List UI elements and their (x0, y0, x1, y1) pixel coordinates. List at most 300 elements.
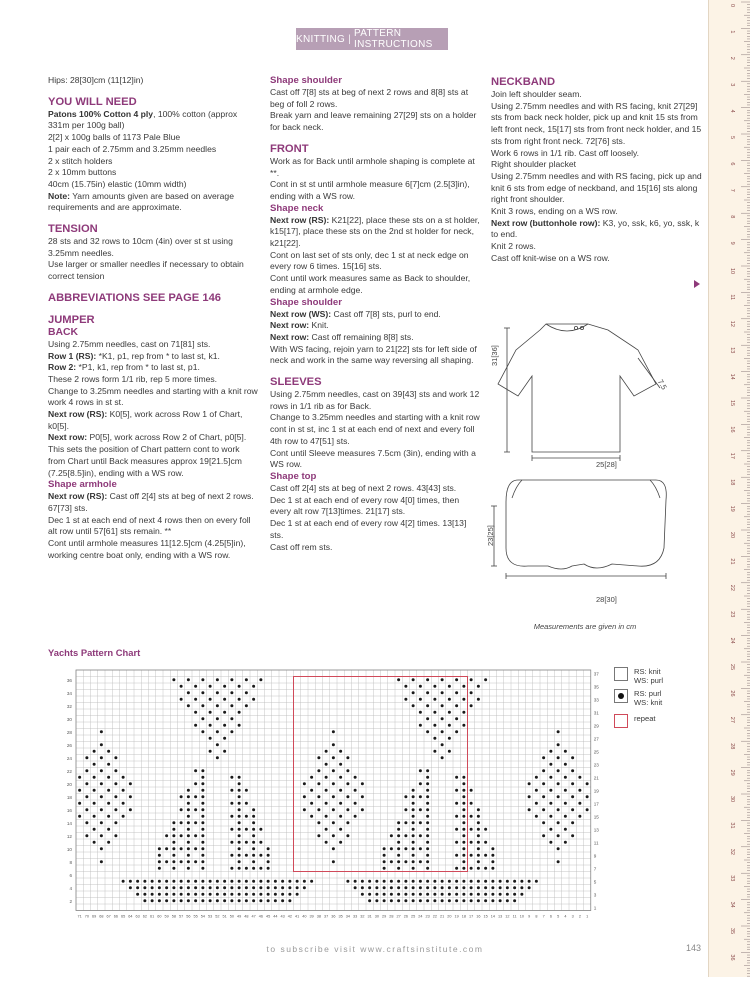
purl-stitch (114, 795, 117, 798)
legend-purl-swatch (614, 689, 628, 703)
column-number: 66 (113, 914, 118, 919)
purl-stitch (549, 815, 552, 818)
purl-stitch (238, 886, 241, 889)
top-height-label: 31[36] (490, 345, 499, 366)
ruler-label: 9 (729, 241, 735, 245)
purl-stitch (230, 841, 233, 844)
purl-stitch (412, 789, 415, 792)
column-number: 25 (411, 914, 416, 919)
purl-stitch (252, 867, 255, 870)
column-number: 33 (353, 914, 358, 919)
purl-stitch (252, 854, 255, 857)
purl-stitch (158, 854, 161, 857)
purl-stitch (549, 828, 552, 831)
purl-stitch (542, 782, 545, 785)
column-number: 28 (389, 914, 394, 919)
purl-stitch (216, 743, 219, 746)
chart-grid (76, 670, 591, 911)
purl-stitch (404, 834, 407, 837)
purl-stitch (187, 704, 190, 707)
column-2 (270, 75, 480, 553)
purl-stitch (252, 847, 255, 850)
purl-stitch (332, 860, 335, 863)
purl-stitch (578, 789, 581, 792)
purl-stitch (172, 841, 175, 844)
purl-stitch (296, 880, 299, 883)
row-number: 19 (593, 788, 599, 794)
column-number: 51 (222, 914, 227, 919)
purl-stitch (412, 841, 415, 844)
column-number: 39 (309, 914, 314, 919)
column-number: 37 (324, 914, 329, 919)
purl-stitch (528, 880, 531, 883)
purl-stitch (383, 854, 386, 857)
purl-stitch (158, 886, 161, 889)
column-number: 7 (542, 914, 545, 919)
column-number: 12 (505, 914, 510, 919)
purl-stitch (426, 841, 429, 844)
sleeve-label: 7.5 (655, 377, 669, 392)
column-number: 6 (549, 914, 552, 919)
purl-stitch (107, 841, 110, 844)
purl-stitch (506, 886, 509, 889)
ruler-label: 12 (729, 320, 735, 327)
purl-stitch (339, 750, 342, 753)
row-number: 10 (66, 847, 72, 852)
column-number: 58 (171, 914, 176, 919)
column-number: 40 (302, 914, 307, 919)
purl-stitch (223, 737, 226, 740)
purl-stitch (477, 886, 480, 889)
purl-stitch (238, 782, 241, 785)
ruler-label: 23 (729, 611, 735, 618)
purl-stitch (339, 763, 342, 766)
purl-stitch (100, 730, 103, 733)
purl-stitch (462, 899, 465, 902)
purl-stitch (238, 841, 241, 844)
buttonhole-row: Next row (buttonhole row): K3, yo, ssk, k6, yo, ssk, k to end. (491, 217, 700, 240)
purl-stitch (230, 730, 233, 733)
purl-stitch (216, 678, 219, 681)
purl-stitch (122, 802, 125, 805)
purl-stitch (462, 886, 465, 889)
column-number: 26 (403, 914, 408, 919)
purl-stitch (252, 685, 255, 688)
purl-stitch (151, 899, 154, 902)
garment-schematic (488, 310, 698, 630)
purl-stitch (310, 815, 313, 818)
purl-stitch (462, 808, 465, 811)
purl-stitch (462, 828, 465, 831)
purl-stitch (230, 854, 233, 857)
purl-stitch (332, 756, 335, 759)
purl-stitch (470, 893, 473, 896)
column-number: 57 (179, 914, 184, 919)
purl-stitch (383, 847, 386, 850)
purl-stitch (238, 854, 241, 857)
column-number: 59 (164, 914, 169, 919)
neckband-line: Using 2.75mm needles and with RS facing, knit 27[29] sts from back neck holder, pick up and knit 15 sts from left front neck, 15[17] sts from front neck holder, and 15 sts from right front neck. 72[76] sts. (491, 100, 702, 146)
purl-stitch (274, 880, 277, 883)
neckband-heading: NECKBAND (491, 76, 556, 88)
purl-stitch (528, 782, 531, 785)
purl-stitch (223, 893, 226, 896)
purl-stitch (419, 821, 422, 824)
purl-stitch (194, 782, 197, 785)
purl-stitch (448, 750, 451, 753)
purl-stitch (129, 795, 132, 798)
purl-stitch (230, 893, 233, 896)
column-number: 14 (490, 914, 495, 919)
purl-stitch (520, 886, 523, 889)
shoulder2-with-ws: With WS facing, rejoin yarn to 21[22] sts for left side of neck and work in the same way reversing all shaping. (270, 343, 477, 366)
purl-stitch (93, 828, 96, 831)
purl-stitch (448, 880, 451, 883)
purl-stitch (412, 899, 415, 902)
legend-purl (614, 689, 662, 707)
legend-repeat-label: repeat (634, 714, 656, 723)
neckband-line: Right shoulder placket (491, 159, 577, 170)
row-number: 6 (69, 873, 72, 878)
purl-stitch (542, 821, 545, 824)
purl-stitch (571, 782, 574, 785)
purl-stitch (187, 860, 190, 863)
section-label: KNITTING (296, 33, 346, 45)
ruler-label: 11 (729, 294, 735, 301)
purl-stitch (187, 899, 190, 902)
purl-stitch (238, 685, 241, 688)
column-number: 5 (557, 914, 560, 919)
purl-stitch (201, 802, 204, 805)
rib-text: These 2 rows form 1/1 rib, rep 5 more times. (48, 373, 218, 384)
purl-stitch (114, 834, 117, 837)
column-number: 46 (258, 914, 263, 919)
purl-stitch (470, 854, 473, 857)
purl-stitch (484, 867, 487, 870)
row-number: 24 (66, 756, 72, 761)
purl-stitch (462, 815, 465, 818)
purl-stitch (201, 815, 204, 818)
column-1 (48, 75, 258, 562)
purl-stitch (93, 841, 96, 844)
column-number: 54 (200, 914, 205, 919)
purl-stitch (332, 782, 335, 785)
purl-stitch (288, 893, 291, 896)
purl-stitch (296, 886, 299, 889)
purl-stitch (201, 854, 204, 857)
purl-stitch (339, 776, 342, 779)
purl-stitch (114, 808, 117, 811)
purl-stitch (325, 789, 328, 792)
column-number: 50 (229, 914, 234, 919)
column-number: 23 (425, 914, 430, 919)
purl-stitch (107, 776, 110, 779)
purl-stitch (325, 750, 328, 753)
bottom-width-label: 28[30] (596, 595, 617, 604)
purl-stitch (194, 880, 197, 883)
purl-stitch (564, 815, 567, 818)
purl-stitch (230, 886, 233, 889)
purl-stitch (303, 795, 306, 798)
purl-stitch (201, 789, 204, 792)
purl-stitch (136, 880, 139, 883)
purl-stitch (180, 860, 183, 863)
purl-stitch (303, 808, 306, 811)
purl-stitch (477, 808, 480, 811)
purl-stitch (187, 847, 190, 850)
purl-stitch (455, 854, 458, 857)
ruler-label: 2 (729, 56, 735, 60)
column-number: 35 (338, 914, 343, 919)
measuring-ruler (708, 0, 750, 977)
purl-stitch (201, 782, 204, 785)
column-number: 18 (461, 914, 466, 919)
purl-stitch (491, 860, 494, 863)
shoulder-line: Break yarn and leave remaining 27[29] sts on a holder for back neck. (270, 110, 477, 133)
purl-stitch (455, 802, 458, 805)
purl-stitch (201, 834, 204, 837)
column-number: 62 (142, 914, 147, 919)
row-number: 5 (593, 879, 597, 885)
ruler-label: 20 (729, 532, 735, 539)
subsection-label: PATTERN INSTRUCTIONS (353, 28, 433, 50)
column-number: 42 (287, 914, 292, 919)
purl-stitch (187, 880, 190, 883)
purl-stitch (462, 698, 465, 701)
purl-stitch (557, 730, 560, 733)
purl-stitch (361, 893, 364, 896)
purl-stitch (346, 821, 349, 824)
purl-stitch (586, 782, 589, 785)
purl-stitch (426, 808, 429, 811)
purl-stitch (245, 678, 248, 681)
purl-stitch (165, 899, 168, 902)
purl-stitch (230, 802, 233, 805)
column-number: 11 (512, 914, 517, 919)
purl-stitch (238, 808, 241, 811)
purl-stitch (462, 893, 465, 896)
neckband-line: Knit 3 rows, ending on a WS row. (491, 206, 618, 217)
purl-stitch (557, 795, 560, 798)
purl-stitch (172, 821, 175, 824)
purl-stitch (426, 782, 429, 785)
purl-stitch (491, 847, 494, 850)
purl-stitch (194, 860, 197, 863)
purl-stitch (187, 821, 190, 824)
purl-stitch (180, 847, 183, 850)
purl-stitch (194, 808, 197, 811)
purl-stitch (114, 782, 117, 785)
legend-knit-swatch (614, 667, 628, 681)
purl-stitch (165, 847, 168, 850)
purl-stitch (375, 886, 378, 889)
purl-stitch (513, 899, 516, 902)
legend-knit (614, 667, 663, 685)
purl-stitch (491, 899, 494, 902)
column-number: 69 (92, 914, 97, 919)
purl-stitch (151, 893, 154, 896)
abbreviations-heading: ABBREVIATIONS SEE PAGE 146 (48, 291, 222, 304)
shape-armhole-heading: Shape armhole (48, 479, 117, 491)
purl-stitch (433, 737, 436, 740)
purl-stitch (201, 828, 204, 831)
row-number: 35 (593, 684, 599, 690)
yarn-note: Note: Yarn amounts given are based on average requirements and are approximate. (48, 190, 234, 213)
row-number: 2 (69, 899, 72, 904)
purl-stitch (354, 789, 357, 792)
ruler-label: 0 (729, 4, 735, 8)
purl-stitch (426, 847, 429, 850)
purl-stitch (491, 886, 494, 889)
purl-stitch (332, 743, 335, 746)
column-number: 47 (251, 914, 256, 919)
column-number: 67 (106, 914, 111, 919)
purl-stitch (433, 685, 436, 688)
column-number: 15 (483, 914, 488, 919)
ruler-label: 15 (729, 400, 735, 407)
purl-stitch (368, 899, 371, 902)
purl-stitch (223, 750, 226, 753)
purl-stitch (528, 886, 531, 889)
purl-stitch (470, 678, 473, 681)
purl-stitch (477, 899, 480, 902)
purl-stitch (404, 685, 407, 688)
row-2: Row 2: *P1, k1, rep from * to last st, p1. (48, 362, 200, 373)
purl-stitch (78, 802, 81, 805)
neckband-line: Join left shoulder seam. (491, 89, 582, 99)
row-number: 22 (66, 769, 72, 774)
row-number: 23 (593, 762, 599, 768)
chart-title: Yachts Pattern Chart (48, 647, 141, 658)
purl-stitch (310, 802, 313, 805)
purl-stitch (252, 893, 255, 896)
purl-stitch (187, 886, 190, 889)
purl-stitch (281, 880, 284, 883)
purl-stitch (470, 841, 473, 844)
purl-stitch (194, 795, 197, 798)
purl-stitch (209, 685, 212, 688)
purl-stitch (462, 776, 465, 779)
purl-stitch (158, 847, 161, 850)
purl-stitch (252, 815, 255, 818)
chart-position-text: This sets the position of Chart pattern cont to work from Chart until Back measures approx 19[21.5]cm (7.25[8.5]in), ending with a WS row. (48, 444, 242, 478)
neckband-line: Using 2.75mm needles and with RS facing, pick up and knit 6 sts from edge of neckband, and 15[16] sts along right front shoulder. (491, 170, 702, 205)
purl-stitch (404, 886, 407, 889)
purl-stitch (564, 802, 567, 805)
purl-stitch (354, 886, 357, 889)
purl-stitch (397, 841, 400, 844)
purl-stitch (586, 795, 589, 798)
shoulder2-next-1: Next row: Knit. (270, 320, 329, 331)
purl-stitch (397, 886, 400, 889)
purl-stitch (462, 782, 465, 785)
purl-stitch (354, 815, 357, 818)
purl-stitch (426, 691, 429, 694)
purl-stitch (230, 776, 233, 779)
purl-stitch (426, 821, 429, 824)
ruler-label: 26 (729, 690, 735, 697)
purl-stitch (455, 841, 458, 844)
purl-stitch (404, 808, 407, 811)
purl-stitch (426, 776, 429, 779)
purl-stitch (462, 711, 465, 714)
top-garment-outline (498, 324, 656, 452)
column-number: 60 (157, 914, 162, 919)
column-number: 55 (193, 914, 198, 919)
purl-stitch (252, 821, 255, 824)
purl-stitch (426, 893, 429, 896)
row-number: 32 (66, 704, 72, 709)
purl-stitch (100, 808, 103, 811)
purl-stitch (513, 886, 516, 889)
bottom-height-label: 23[25] (486, 525, 495, 546)
top-width-label: 25[28] (596, 460, 617, 469)
column-number: 13 (498, 914, 503, 919)
purl-stitch (288, 880, 291, 883)
subscribe-footer[interactable]: to subscribe visit www.craftsinstitute.com (266, 944, 484, 954)
column-number: 43 (280, 914, 285, 919)
purl-stitch (361, 886, 364, 889)
shape-top-heading: Shape top (270, 470, 317, 482)
purl-stitch (209, 886, 212, 889)
shoulder2-next-ws: Next row (WS): Cast off 7[8] sts, purl to end. (270, 308, 441, 319)
purl-stitch (194, 886, 197, 889)
purl-stitch (346, 834, 349, 837)
purl-stitch (477, 867, 480, 870)
purl-stitch (180, 808, 183, 811)
purl-stitch (564, 828, 567, 831)
purl-stitch (506, 899, 509, 902)
purl-stitch (564, 841, 567, 844)
ruler-label: 28 (729, 743, 735, 750)
purl-stitch (267, 893, 270, 896)
purl-stitch (122, 815, 125, 818)
purl-stitch (172, 834, 175, 837)
purl-stitch (390, 860, 393, 863)
purl-stitch (448, 899, 451, 902)
purl-stitch (433, 886, 436, 889)
purl-stitch (426, 854, 429, 857)
purl-stitch (462, 880, 465, 883)
purl-stitch (274, 899, 277, 902)
purl-stitch (158, 860, 161, 863)
purl-stitch (477, 893, 480, 896)
purl-stitch (513, 880, 516, 883)
purl-stitch (107, 802, 110, 805)
purl-stitch (412, 854, 415, 857)
purl-stitch (412, 893, 415, 896)
purl-stitch (78, 815, 81, 818)
purl-stitch (441, 691, 444, 694)
purl-stitch (332, 795, 335, 798)
purl-stitch (339, 789, 342, 792)
purl-stitch (143, 899, 146, 902)
purl-stitch (332, 769, 335, 772)
purl-stitch (201, 899, 204, 902)
top-line: Dec 1 st at each end of every row 4[0] times, then every alt row 7[13]times. 21[17] sts. (270, 494, 460, 517)
row-number: 7 (593, 866, 597, 872)
purl-stitch (129, 880, 132, 883)
purl-stitch (252, 886, 255, 889)
purl-stitch (245, 828, 248, 831)
purl-stitch (448, 893, 451, 896)
ruler-label: 13 (729, 347, 735, 354)
purl-stitch (100, 821, 103, 824)
column-number: 48 (244, 914, 249, 919)
column-number: 10 (519, 914, 524, 919)
row-number: 27 (593, 736, 599, 742)
purl-stitch (172, 880, 175, 883)
